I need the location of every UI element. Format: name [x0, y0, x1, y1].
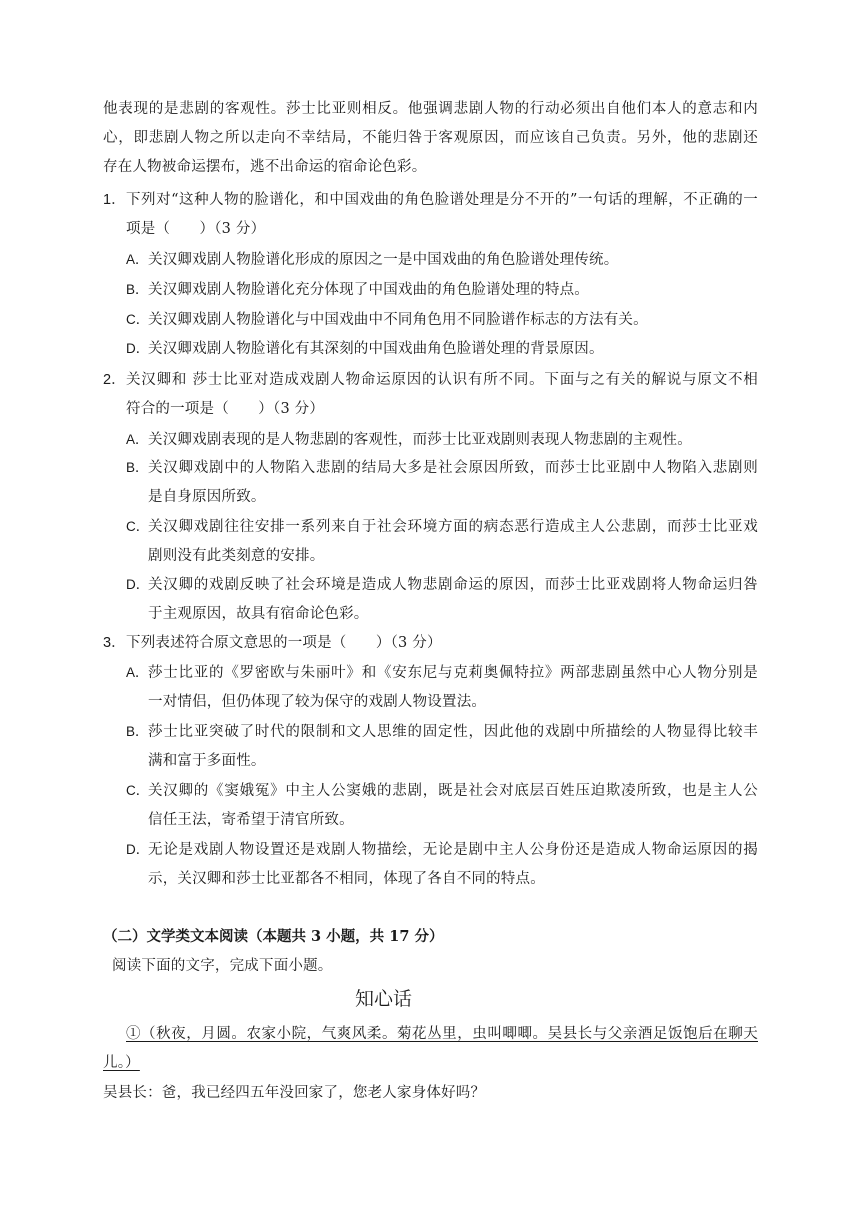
option-letter: A． [126, 432, 149, 447]
option-letter: D． [126, 577, 150, 592]
option-text: 关汉卿戏剧往往安排一系列来自于社会环境方面的病态恶行造成主人公悲剧，而莎士比亚戏 [148, 519, 758, 535]
option-letter: C． [126, 783, 150, 798]
intro-line: 心，即悲剧人物之所以走向不幸结局，不能归咎于客观原因，而应该自己负责。另外，他的悲剧还 [103, 130, 758, 146]
option-text: 关汉卿戏剧中的人物陷入悲剧的结局大多是社会原因所致，而莎士比亚剧中人物陷入悲剧则 [148, 460, 758, 476]
question-stem: 符合的一项是（ ）（3 分） [126, 401, 325, 417]
question-stem: 项是（ ）（3 分） [126, 221, 266, 237]
option-text: 关汉卿的《窦娥冤》中主人公窦娥的悲剧，既是社会对底层百姓压迫欺凌所致，也是主人公 [148, 783, 758, 799]
option-text: 莎士比亚的《罗密欧与朱丽叶》和《安东尼与克莉奥佩特拉》两部悲剧虽然中心人物分别是 [148, 665, 758, 681]
question-stem: 下列对“这种人物的脸谱化，和中国戏曲的角色脸谱处理是分不开的”一句话的理解，不正确的一 [126, 192, 758, 208]
intro-line: 他表现的是悲剧的客观性。莎士比亚则相反。他强调悲剧人物的行动必须出自他们本人的意志和内 [103, 101, 758, 117]
option-text: 关汉卿戏剧人物脸谱化与中国戏曲中不同角色用不同脸谱作标志的方法有关。 [148, 312, 648, 328]
section-instruction: 阅读下面的文字，完成下面小题。 [112, 958, 333, 974]
option-text: 关汉卿戏剧表现的是人物悲剧的客观性，而莎士比亚戏剧则表现人物悲剧的主观性。 [148, 432, 692, 448]
question-number: 3． [103, 635, 126, 651]
option-text: 无论是戏剧人物设置还是戏剧人物描绘，无论是剧中主人公身份还是造成人物命运原因的揭 [148, 842, 758, 858]
intro-line: 存在人物被命运摆布，逃不出命运的宿命论色彩。 [103, 159, 427, 175]
option-text: 于主观原因，故具有宿命论色彩。 [148, 606, 369, 622]
question-stem: 关汉卿和 莎士比亚对造成戏剧人物命运原因的认识有所不同。下面与之有关的解说与原文不相 [126, 372, 758, 388]
option-letter: A． [126, 665, 149, 680]
stage-direction: ①（秋夜，月圆。农家小院，气爽风柔。菊花丛里，虫叫唧唧。吴县长与父亲酒足饭饱后在聊天 [126, 1026, 758, 1042]
option-text: 莎士比亚突破了时代的限制和文人思维的固定性，因此他的戏剧中所描绘的人物显得比较丰 [148, 724, 758, 740]
question-stem: 下列表述符合原文意思的一项是（ ）（3 分） [126, 635, 442, 651]
option-text: 关汉卿戏剧人物脸谱化形成的原因之一是中国戏曲的角色脸谱处理传统。 [148, 252, 619, 268]
passage-title: 知心话 [355, 988, 413, 1010]
option-text: 满和富于多面性。 [148, 753, 266, 769]
dialogue-line: 吴县长：爸，我已经四五年没回家了，您老人家身体好吗？ [103, 1085, 486, 1101]
section-heading: （二）文学类文本阅读（本题共 3 小题，共 17 分） [103, 928, 444, 945]
option-text: 关汉卿的戏剧反映了社会环境是造成人物悲剧命运的原因，而莎士比亚戏剧将人物命运归咎 [148, 577, 758, 593]
option-text: 一对情侣，但仍体现了较为保守的戏剧人物设置法。 [148, 694, 487, 710]
option-text: 关汉卿戏剧人物脸谱化充分体现了中国戏曲的角色脸谱处理的特点。 [148, 282, 589, 298]
option-letter: D． [126, 341, 150, 356]
option-text: 剧则没有此类刻意的安排。 [148, 548, 325, 564]
option-text: 示，关汉卿和莎士比亚都各不相同，体现了各自不同的特点。 [148, 871, 545, 887]
option-text: 关汉卿戏剧人物脸谱化有其深刻的中国戏曲角色脸谱处理的背景原因。 [148, 341, 604, 357]
stage-direction: 儿。） [103, 1055, 140, 1071]
option-letter: B． [126, 460, 149, 475]
option-letter: C． [126, 519, 150, 534]
option-text: 信任王法，寄希望于清官所致。 [148, 812, 354, 828]
option-text: 是自身原因所致。 [148, 489, 266, 505]
question-number: 2． [103, 372, 126, 388]
question-number: 1． [103, 192, 126, 208]
option-letter: D． [126, 842, 150, 857]
option-letter: A． [126, 252, 149, 267]
option-letter: C． [126, 312, 150, 327]
option-letter: B． [126, 724, 149, 739]
option-letter: B． [126, 282, 149, 297]
